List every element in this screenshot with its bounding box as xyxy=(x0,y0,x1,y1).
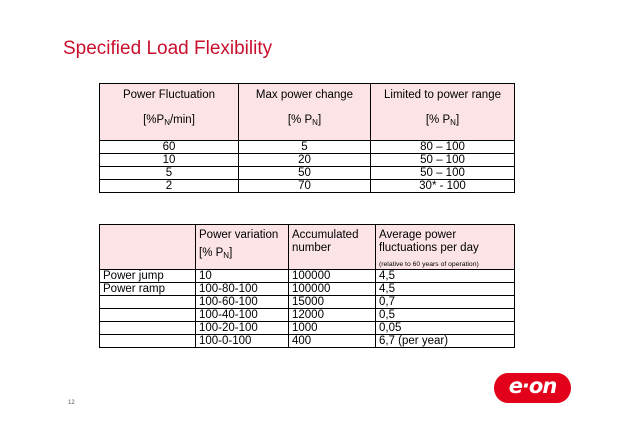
table-cell: 0,05 xyxy=(376,322,515,335)
table-cell: 100000 xyxy=(289,270,376,283)
table-cell: 50 xyxy=(239,167,371,180)
page-number: 12 xyxy=(68,400,75,406)
table-cell: 0,5 xyxy=(376,309,515,322)
table-cell: 100-0-100 xyxy=(196,335,289,348)
eon-logo xyxy=(494,373,571,403)
header-limited-power-range: Limited to power range [% $P_N$] xyxy=(371,84,515,141)
table-header-row xyxy=(100,84,515,141)
table-cell xyxy=(100,309,196,322)
table-cell: 5 xyxy=(239,141,371,154)
table-row xyxy=(100,309,515,322)
table-cell: 4,5 xyxy=(376,283,515,296)
table-row xyxy=(100,154,515,167)
table-row xyxy=(100,296,515,309)
table-row xyxy=(100,283,515,296)
header-power-fluctuation: Power Fluctuation $[\%P_N/\min]$ xyxy=(100,84,239,141)
table-cell: 100-60-100 xyxy=(196,296,289,309)
logo-text: e·on xyxy=(508,374,557,398)
table-cell: 0,7 xyxy=(376,296,515,309)
table-row xyxy=(100,141,515,154)
table-cell: 100-40-100 xyxy=(196,309,289,322)
table-cell: Power ramp xyxy=(100,283,196,296)
table-cell: 100-80-100 xyxy=(196,283,289,296)
table-cell: 400 xyxy=(289,335,376,348)
table-cell: 10 xyxy=(100,154,239,167)
table-row xyxy=(100,167,515,180)
table-cell: 70 xyxy=(239,180,371,193)
table-row xyxy=(100,322,515,335)
table-cell xyxy=(100,322,196,335)
header-empty-cell xyxy=(100,225,196,270)
header-average-fluctuations: Average power fluctuations per day (relative to 60 years of operation) xyxy=(376,225,515,270)
table-cell: 100000 xyxy=(289,283,376,296)
header-accumulated-number: Accumulated number xyxy=(289,225,376,270)
table-cell: 5 xyxy=(100,167,239,180)
table-cell: Power jump xyxy=(100,270,196,283)
table-cell: 100-20-100 xyxy=(196,322,289,335)
table-cell: 4,5 xyxy=(376,270,515,283)
table-cell: 50 – 100 xyxy=(371,154,515,167)
load-flexibility-table xyxy=(99,83,515,193)
table-cell: 10 xyxy=(196,270,289,283)
table-cell xyxy=(100,335,196,348)
table-cell: 15000 xyxy=(289,296,376,309)
table-header-row xyxy=(100,225,515,270)
table-row xyxy=(100,180,515,193)
power-variation-table xyxy=(99,224,515,348)
table-cell: 6,7 (per year) xyxy=(376,335,515,348)
table-cell: 30* - 100 xyxy=(371,180,515,193)
table-row xyxy=(100,270,515,283)
header-note: (relative to 60 years of operation) xyxy=(379,261,479,268)
header-power-variation: Power variation [% $P_N$] xyxy=(196,225,289,270)
table-cell: 12000 xyxy=(289,309,376,322)
table-cell xyxy=(100,296,196,309)
table-cell: 20 xyxy=(239,154,371,167)
table-cell: 80 – 100 xyxy=(371,141,515,154)
table-cell: 60 xyxy=(100,141,239,154)
header-max-power-change: Max power change [% $P_N$] xyxy=(239,84,371,141)
table-cell: 1000 xyxy=(289,322,376,335)
table-cell: 50 – 100 xyxy=(371,167,515,180)
slide-title: Specified Load Flexibility xyxy=(63,38,273,59)
table-row xyxy=(100,335,515,348)
table-cell: 2 xyxy=(100,180,239,193)
